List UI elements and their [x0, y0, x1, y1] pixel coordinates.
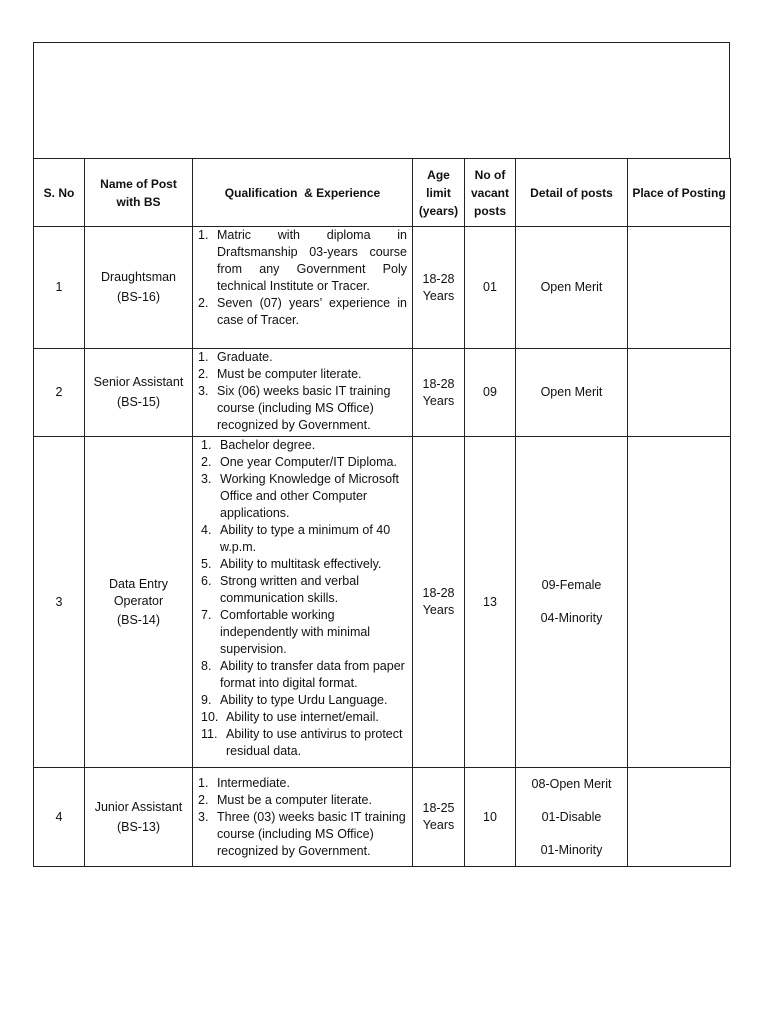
table-row [34, 349, 731, 437]
post-bs: (BS-13) [116, 819, 161, 834]
cell-sno: 3 [34, 437, 85, 768]
qualification-item [198, 809, 407, 860]
detail-item: 01-Disable [541, 809, 602, 824]
cell-post [85, 437, 193, 768]
item-number: 6. [201, 574, 212, 588]
cell-vacant: 01 [465, 227, 516, 349]
qualification-list [198, 775, 407, 860]
item-number: 1. [201, 438, 212, 452]
post-name: Data Entry Operator [108, 576, 169, 608]
item-text: Seven (07) years’ experience in case of Tracer. [217, 296, 407, 327]
header-qualification: Qualification & Experience [193, 159, 413, 227]
cell-qualification [193, 768, 413, 867]
item-text: Ability to type Urdu Language. [220, 693, 388, 707]
item-number: 1. [198, 350, 209, 364]
qualification-item [201, 658, 407, 692]
item-text: Ability to multitask effectively. [220, 557, 382, 571]
cell-post [85, 768, 193, 867]
cell-place [628, 768, 731, 867]
cell-vacant: 09 [465, 349, 516, 437]
cell-qualification [193, 349, 413, 437]
item-text: Must be a computer literate. [217, 792, 372, 807]
header-detail: Detail of posts [516, 159, 628, 227]
blank-header-box [33, 42, 730, 158]
detail-item: Open Merit [540, 280, 603, 294]
qualification-item [198, 366, 407, 383]
item-text: One year Computer/IT Diploma. [220, 455, 397, 469]
header-place: Place of Posting [628, 159, 731, 227]
item-text: Must be computer literate. [217, 367, 362, 381]
item-number: 1. [198, 775, 209, 790]
cell-age: 18-28 Years [413, 227, 465, 349]
item-text: Comfortable working independently with minimal supervision. [220, 608, 371, 656]
cell-detail [516, 768, 628, 867]
item-number: 7. [201, 608, 212, 622]
post-name: Junior Assistant [94, 799, 183, 814]
item-text: Three (03) weeks basic IT training course (including MS Office) recognized by Government. [217, 809, 406, 858]
posts-table [33, 158, 731, 867]
cell-detail [516, 437, 628, 768]
qualification-item [201, 709, 407, 726]
detail-item: 08-Open Merit [531, 776, 612, 791]
table-header-row [34, 159, 731, 227]
item-number: 2. [198, 296, 209, 310]
item-number: 3. [201, 472, 212, 486]
qualification-item [201, 607, 407, 658]
item-text: Ability to transfer data from paper format into digital format. [220, 659, 405, 690]
table-row [34, 768, 731, 867]
item-number: 3. [198, 809, 209, 824]
item-text: Intermediate. [217, 775, 290, 790]
qualification-item [201, 692, 407, 709]
item-text: Graduate. [217, 350, 273, 364]
cell-age: 18-28 Years [413, 437, 465, 768]
qualification-item [201, 437, 407, 454]
item-number: 2. [198, 792, 209, 807]
qualification-item [201, 522, 407, 556]
qualification-item [198, 349, 407, 366]
header-post: Name of Post with BS [85, 159, 193, 227]
item-text: Matric with diploma in Draftsmanship 03-years course from any Government Poly technical Institute or Tracer. [217, 228, 407, 293]
qualification-item [201, 471, 407, 522]
cell-detail [516, 227, 628, 349]
cell-vacant: 13 [465, 437, 516, 768]
item-text: Working Knowledge of Microsoft Office and other Computer applications. [220, 472, 400, 520]
qualification-list [198, 227, 407, 329]
qualification-list [201, 437, 407, 760]
item-number: 8. [201, 659, 212, 673]
item-number: 2. [201, 455, 212, 469]
post-bs: (BS-15) [116, 395, 161, 409]
item-number: 3. [198, 384, 209, 398]
cell-sno: 1 [34, 227, 85, 349]
cell-qualification [193, 227, 413, 349]
item-number: 4. [201, 523, 212, 537]
qualification-list [198, 349, 407, 434]
header-sno: S. No [34, 159, 85, 227]
cell-age: 18-25 Years [413, 768, 465, 867]
item-number: 5. [201, 557, 212, 571]
item-number: 9. [201, 693, 212, 707]
item-number: 10. [201, 710, 219, 724]
table-row [34, 437, 731, 768]
qualification-item [201, 726, 407, 760]
qualification-item [201, 454, 407, 471]
item-number: 2. [198, 367, 209, 381]
cell-qualification [193, 437, 413, 768]
item-text: Six (06) weeks basic IT training course (including MS Office) recognized by Government. [217, 384, 391, 432]
cell-place [628, 437, 731, 768]
table-row [34, 227, 731, 349]
item-text: Ability to use antivirus to protect residual data. [226, 727, 403, 758]
cell-sno: 4 [34, 768, 85, 867]
cell-place [628, 349, 731, 437]
qualification-item [201, 573, 407, 607]
post-bs: (BS-14) [116, 612, 161, 627]
item-number: 11. [201, 727, 218, 741]
item-text: Bachelor degree. [220, 438, 316, 452]
qualification-item [198, 792, 407, 809]
qualification-item [201, 556, 407, 573]
detail-item: 04-Minority [540, 611, 603, 625]
document-page [33, 42, 730, 867]
qualification-item [198, 775, 407, 792]
item-number: 1. [198, 228, 209, 242]
cell-vacant: 10 [465, 768, 516, 867]
detail-item: 01-Minority [540, 842, 603, 857]
cell-place [628, 227, 731, 349]
cell-post [85, 349, 193, 437]
qualification-item [198, 227, 407, 295]
post-name: Senior Assistant [93, 375, 184, 389]
post-bs: (BS-16) [116, 290, 161, 304]
item-text: Ability to type a minimum of 40 w.p.m. [220, 523, 391, 554]
qualification-item [198, 383, 407, 434]
detail-item: Open Merit [540, 385, 603, 399]
qualification-item [198, 295, 407, 329]
header-vacant: No of vacant posts [465, 159, 516, 227]
header-age: Age limit (years) [413, 159, 465, 227]
item-text: Strong written and verbal communication skills. [220, 574, 359, 605]
cell-post [85, 227, 193, 349]
cell-age: 18-28 Years [413, 349, 465, 437]
item-text: Ability to use internet/email. [226, 710, 379, 724]
post-name: Draughtsman [100, 270, 177, 284]
cell-sno: 2 [34, 349, 85, 437]
detail-item: 09-Female [541, 578, 602, 592]
cell-detail [516, 349, 628, 437]
